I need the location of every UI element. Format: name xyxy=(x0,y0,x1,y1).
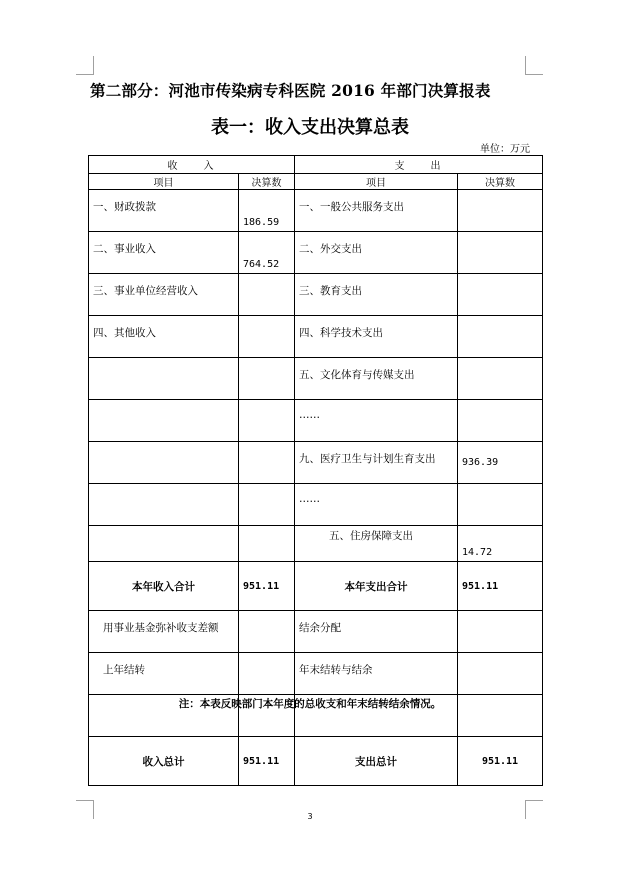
table-row xyxy=(89,442,543,484)
expense-item-cell: 三、教育支出 xyxy=(295,274,458,316)
expense-item-cell: 一、一般公共服务支出 xyxy=(295,190,458,232)
expense-group-header: 支 出 xyxy=(295,156,543,174)
expense-amount-cell xyxy=(458,232,543,274)
expense-amount-cell: 14.72 xyxy=(458,526,543,562)
table-row xyxy=(89,274,543,316)
table-row xyxy=(89,526,543,562)
expense-amount-cell xyxy=(458,316,543,358)
expense-amount-header: 决算数 xyxy=(458,174,543,190)
expense-amount-cell xyxy=(458,358,543,400)
income-item-cell: 四、其他收入 xyxy=(89,316,239,358)
income-item-header: 项目 xyxy=(89,174,239,190)
table-row xyxy=(89,611,543,653)
grand-expense-total-value: 951.11 xyxy=(458,737,543,786)
document-heading: 第二部分：河池市传染病专科医院 2016 年部门决算报表 xyxy=(90,81,491,100)
income-item-cell: 二、事业收入 xyxy=(89,232,239,274)
expense-item-cell: …… xyxy=(295,484,458,526)
expense-item-cell: …… xyxy=(295,400,458,442)
income-amount-header: 决算数 xyxy=(239,174,295,190)
expense-amount-cell xyxy=(458,400,543,442)
grand-expense-total-label: 支出总计 xyxy=(295,737,458,786)
table-title: 表一：收入支出决算总表 xyxy=(211,117,409,138)
income-item-cell: 一、财政拨款 xyxy=(89,190,239,232)
expense-item-header: 项目 xyxy=(295,174,458,190)
table-row xyxy=(89,190,543,232)
income-amount-cell xyxy=(239,400,295,442)
income-amount-cell xyxy=(239,316,295,358)
year-expense-total-value: 951.11 xyxy=(458,562,543,611)
table-row xyxy=(89,653,543,695)
expense-item-cell: 二、外交支出 xyxy=(295,232,458,274)
expense-amount-cell xyxy=(458,484,543,526)
income-item-cell xyxy=(89,400,239,442)
income-amount-cell xyxy=(239,653,295,695)
income-amount-cell xyxy=(239,526,295,562)
table-row xyxy=(89,358,543,400)
income-amount-cell: 186.59 xyxy=(239,190,295,232)
expense-amount-cell xyxy=(458,190,543,232)
expense-amount-cell xyxy=(458,653,543,695)
income-item-cell xyxy=(89,526,239,562)
expense-item-cell: 五、文化体育与传媒支出 xyxy=(295,358,458,400)
income-amount-cell xyxy=(239,484,295,526)
income-item-cell: 用事业基金弥补收支差额 xyxy=(89,611,239,653)
year-expense-total-label: 本年支出合计 xyxy=(295,562,458,611)
grand-income-total-value: 951.11 xyxy=(239,737,295,786)
income-amount-cell xyxy=(239,274,295,316)
income-amount-cell xyxy=(239,442,295,484)
income-item-cell xyxy=(89,358,239,400)
grand-total-row xyxy=(89,737,543,786)
expense-amount-cell: 936.39 xyxy=(458,442,543,484)
income-item-cell xyxy=(89,484,239,526)
column-header-row xyxy=(89,174,543,190)
income-amount-cell xyxy=(239,611,295,653)
table-row xyxy=(89,484,543,526)
table-row xyxy=(89,316,543,358)
table-row xyxy=(89,232,543,274)
income-item-cell: 上年结转 xyxy=(89,653,239,695)
group-header-row xyxy=(89,156,543,174)
expense-item-cell: 四、科学技术支出 xyxy=(295,316,458,358)
income-expense-table xyxy=(88,155,543,786)
year-income-total-label: 本年收入合计 xyxy=(89,562,239,611)
table-row xyxy=(89,400,543,442)
year-total-row xyxy=(89,562,543,611)
expense-item-cell: 结余分配 xyxy=(295,611,458,653)
year-income-total-value: 951.11 xyxy=(239,562,295,611)
income-item-cell: 三、事业单位经营收入 xyxy=(89,274,239,316)
income-item-cell xyxy=(89,442,239,484)
grand-income-total-label: 收入总计 xyxy=(89,737,239,786)
page-number: 3 xyxy=(307,812,313,821)
expense-item-cell: 年末结转与结余 xyxy=(295,653,458,695)
expense-item-cell: 九、医疗卫生与计划生育支出 xyxy=(295,442,458,484)
income-amount-cell xyxy=(239,358,295,400)
table-note: 注：本表反映部门本年度的总收支和年末结转结余情况。 xyxy=(178,698,442,710)
income-amount-cell: 764.52 xyxy=(239,232,295,274)
expense-amount-cell xyxy=(458,611,543,653)
unit-label: 单位：万元 xyxy=(480,144,530,155)
crop-mark-top-right xyxy=(525,56,543,75)
expense-amount-cell xyxy=(458,274,543,316)
expense-item-cell: 五、住房保障支出 xyxy=(295,526,458,562)
income-group-header: 收 入 xyxy=(89,156,295,174)
crop-mark-top-left xyxy=(76,56,94,75)
